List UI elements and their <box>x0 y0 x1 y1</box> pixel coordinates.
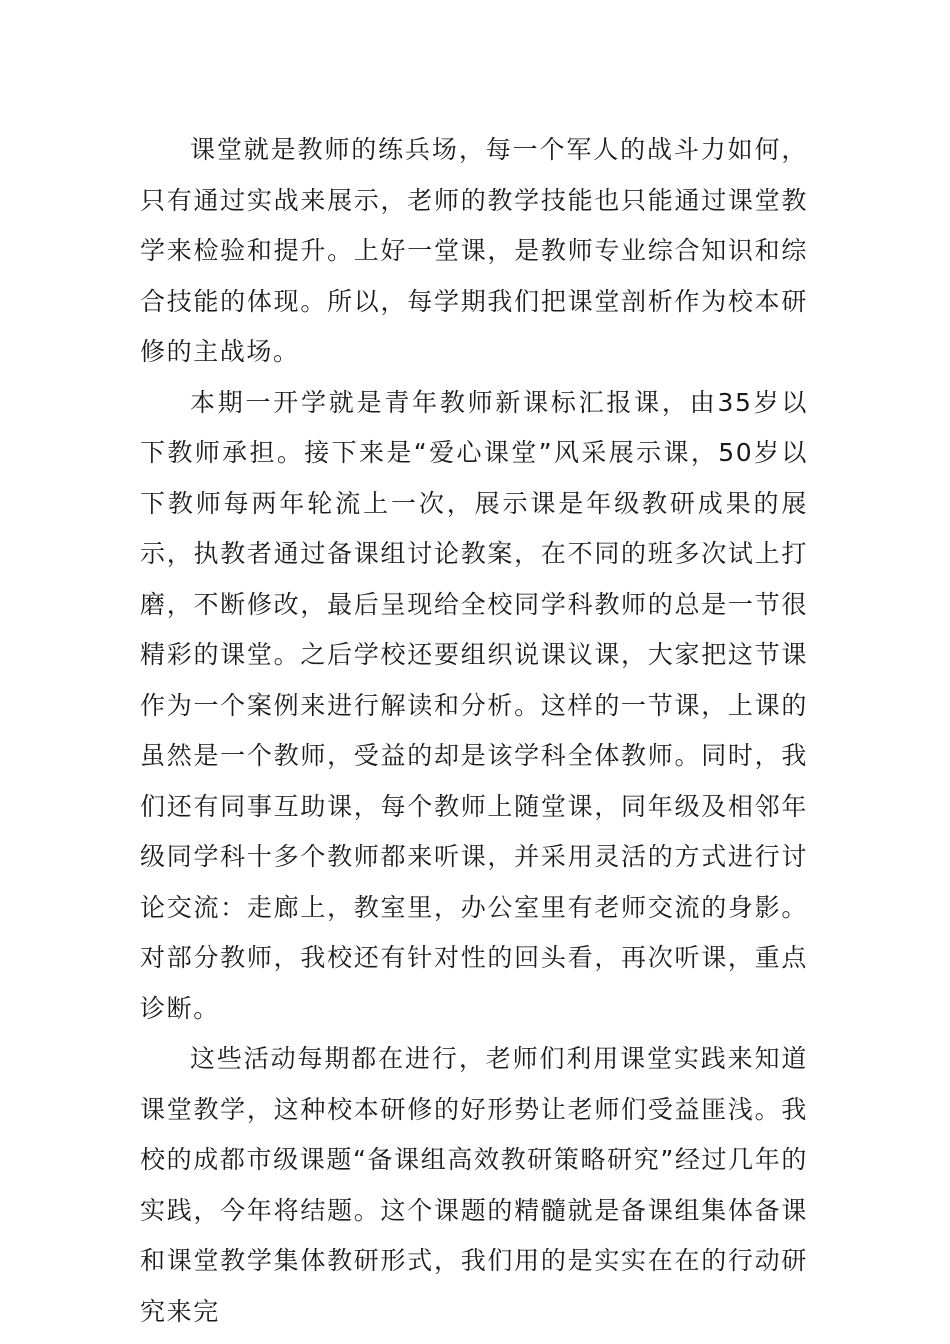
paragraph-1: 课堂就是教师的练兵场，每一个军人的战斗力如何，只有通过实战来展示，老师的教学技能也只能通过课堂教学来检验和提升。上好一堂课，是教师专业综合知识和综合技能的体现。所以，每学期我们把课堂剖析作为校本研修的主战场。 <box>140 135 808 366</box>
paragraph-2: 本期一开学就是青年教师新课标汇报课，由35岁以下教师承担。接下来是“爱心课堂”风采展示课，50岁以下教师每两年轮流上一次，展示课是年级教研成果的展示，执教者通过备课组讨论教案，在不同的班多次试上打磨，不断修改，最后呈现给全校同学科教师的总是一节很精彩的课堂。之后学校还要组织说课议课，大家把这节课作为一个案例来进行解读和分析。这样的一节课，上课的虽然是一个教师，受益的却是该学科全体教师。同时，我们还有同事互助课，每个教师上随堂课，同年级及相邻年级同学科十多个教师都来听课，并采用灵活的方式进行讨论交流：走廊上，教室里，办公室里有老师交流的身影。对部分教师，我校还有针对性的回头看，再次听课，重点诊断。 <box>140 387 808 1023</box>
document-page <box>140 125 808 1337</box>
paragraph-3: 这些活动每期都在进行，老师们利用课堂实践来知道课堂教学，这种校本研修的好形势让老师们受益匪浅。我校的成都市级课题“备课组高效教研策略研究”经过几年的实践，今年将结题。这个课题的精髓就是备课组集体备课和课堂教学集体教研形式，我们用的是实实在在的行动研究来完 <box>140 1044 808 1326</box>
